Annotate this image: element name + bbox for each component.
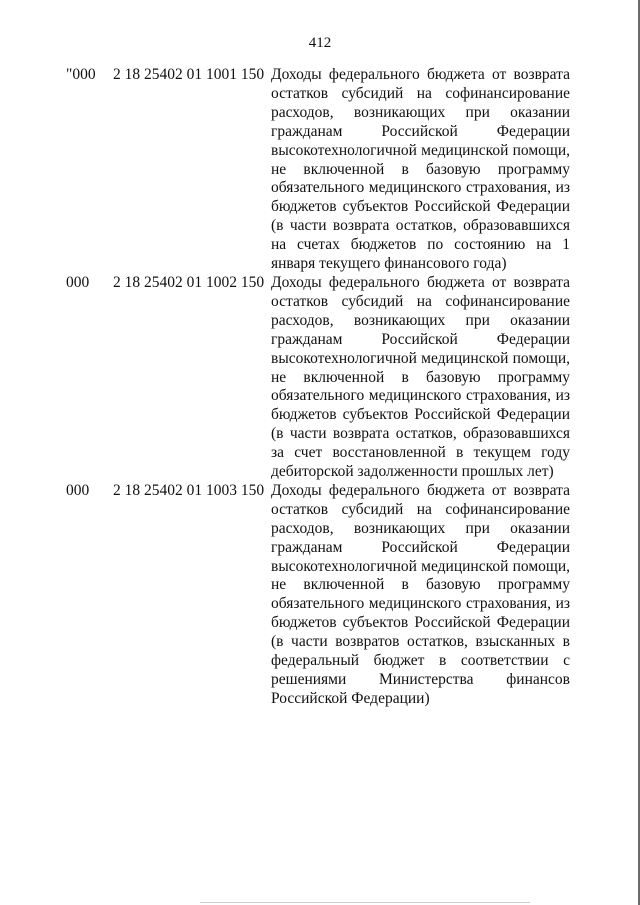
administrator-code: "000 [66,66,96,83]
budget-classification-code: 2 18 25402 01 1001 150 [113,66,265,83]
table-row [0,274,640,482]
administrator-code: 000 [66,481,90,499]
scan-edge-line [200,902,530,903]
table-row [0,66,640,274]
budget-code-table [0,66,640,709]
page-number: 412 [308,35,332,51]
income-description: Доходы федерального бюджета от возврата остатков субсидий на софинансирование расходов, возникающих при оказании гражданам Российской Федерации высокотехнологичной медицинской помощи, не включенной в базовую программу обязательного медицинского страхования, из бюджетов субъектов Российской Федерации (в части возвратов остатков, взысканных в федеральный бюджет в соответствии с решениями Министерства финансов Российской Федерации) [271,481,570,707]
administrator-code: 000 [66,273,90,291]
income-description: Доходы федерального бюджета от возврата остатков субсидий на софинансирование расходов, возникающих при оказании гражданам Российской Федерации высокотехнологичной медицинской помощи, не включенной в базовую программу обязательного медицинского страхования, из бюджетов субъектов Российской Федерации (в части возврата остатков, образовавшихся на счетах бюджетов по состоянию на 1 января текущего финансового года) [271,66,570,273]
income-description: Доходы федерального бюджета от возврата остатков субсидий на софинансирование расходов, возникающих при оказании гражданам Российской Федерации высокотехнологичной медицинской помощи, не включенной в базовую программу обязательного медицинского страхования, из бюджетов субъектов Российской Федерации (в части возврата остатков, образовавшихся за счет восстановленной в текущем году дебиторской задолженности прошлых лет) [271,273,570,481]
table-row [0,482,640,709]
budget-classification-code: 2 18 25402 01 1003 150 [113,481,265,499]
budget-classification-code: 2 18 25402 01 1002 150 [113,273,265,291]
